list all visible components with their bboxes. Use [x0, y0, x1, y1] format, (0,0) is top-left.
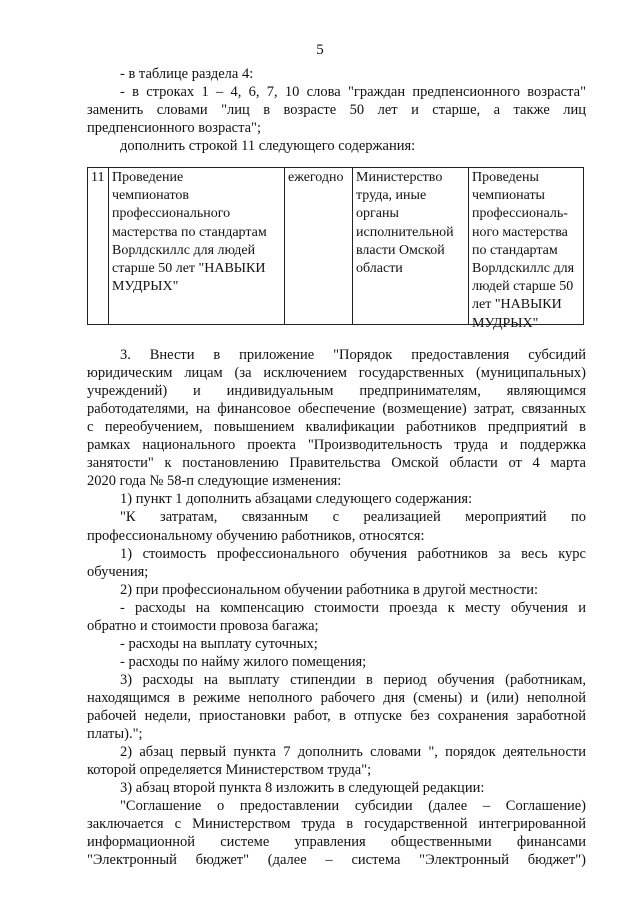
table-cell-event: Проведение чемпионатов профессионального мастерства по стандартам Ворлдскиллс для людей старше 50 лет "НАВЫКИ МУДРЫХ" — [108, 168, 284, 324]
intro-line: заменить словами "лиц в возрасте 50 лет и старше, а также лиц — [87, 102, 586, 118]
body-line: 3) расходы на выплату стипендии в период обучения (работникам, — [120, 671, 586, 688]
intro-line: - в строках 1 – 4, 6, 7, 10 слова "граждан предпенсионного возраста" — [120, 84, 586, 100]
body-line: профессиональному обучению работников, относятся: — [87, 527, 425, 544]
body-line: 2020 года № 58-п следующие изменения: — [87, 473, 342, 490]
body-line: обучения; — [87, 563, 149, 580]
body-line: которой определяется Министерством труда"; — [87, 762, 372, 779]
table-cell-number: 11 — [91, 170, 105, 185]
body-line: работодателями, на финансовое обеспечение (возмещение) затрат, связанных — [87, 401, 586, 418]
body-line: платы)."; — [87, 726, 143, 743]
body-line: - расходы на выплату суточных; — [120, 635, 318, 652]
body-line: юридическим лицам (за исключением государственных (муниципальных) — [87, 365, 586, 382]
body-line: учреждений) и индивидуальным предпринимателям, являющимся — [87, 383, 586, 400]
body-line: заключается с Министерством труда в государственной интегрированной — [87, 816, 586, 833]
body-line: с переобучением, повышением квалификации работников предприятий в — [87, 419, 586, 436]
body-line: находящимся в режиме неполного рабочего дня (смены) и (или) неполной — [87, 689, 586, 706]
body-line: 3. Внести в приложение "Порядок предоставления субсидий — [120, 347, 586, 363]
body-line: 2) при профессиональном обучении работника в другой местности: — [120, 581, 539, 598]
body-line: 3) абзац второй пункта 8 изложить в следующей редакции: — [120, 780, 485, 797]
intro-line: предпенсионного возраста"; — [87, 120, 262, 136]
body-line: информационной системе управления общественными финансами — [87, 834, 586, 851]
body-line: "Соглашение о предоставлении субсидии (далее – Соглашение) — [120, 798, 586, 815]
body-line: - расходы по найму жилого помещения; — [120, 653, 367, 670]
table-cell-period: ежегодно — [284, 168, 352, 324]
page-number: 5 — [316, 42, 324, 58]
body-line: 1) стоимость профессионального обучения работников за весь курс — [120, 545, 586, 562]
body-line: - расходы на компенсацию стоимости проезда к месту обучения и — [120, 599, 586, 616]
intro-line: - в таблице раздела 4: — [120, 66, 254, 82]
body-line: рабочей недели, приостановки работ, в отпуске без сохранения заработной — [87, 708, 586, 724]
body-line: 2) абзац первый пункта 7 дополнить словами ", порядок деятельности — [120, 744, 586, 761]
body-line: рамках национального проекта "Производительность труда и поддержка — [87, 437, 586, 454]
table-cell-executor: Министерство труда, иные органы исполнительной власти Омской области — [352, 168, 468, 324]
body-line: обратно и стоимости провоза багажа; — [87, 617, 319, 634]
body-line: занятости" к постановлению Правительства Омской области от 4 марта — [87, 455, 586, 472]
body-line: 1) пункт 1 дополнить абзацами следующего содержания: — [120, 491, 473, 508]
table-cell-result: Проведены чемпионаты профессиональ- ного мастерства по стандартам Ворлдскиллс для людей старше 50 лет "НАВЫКИ МУДРЫХ" — [468, 168, 583, 324]
activity-table — [87, 167, 584, 331]
body-line: "Электронный бюджет" (далее – система "Электронный бюджет") — [87, 852, 586, 869]
intro-line: дополнить строкой 11 следующего содержания: — [120, 138, 416, 154]
body-line: "К затратам, связанным с реализацией мероприятий по — [120, 509, 586, 526]
